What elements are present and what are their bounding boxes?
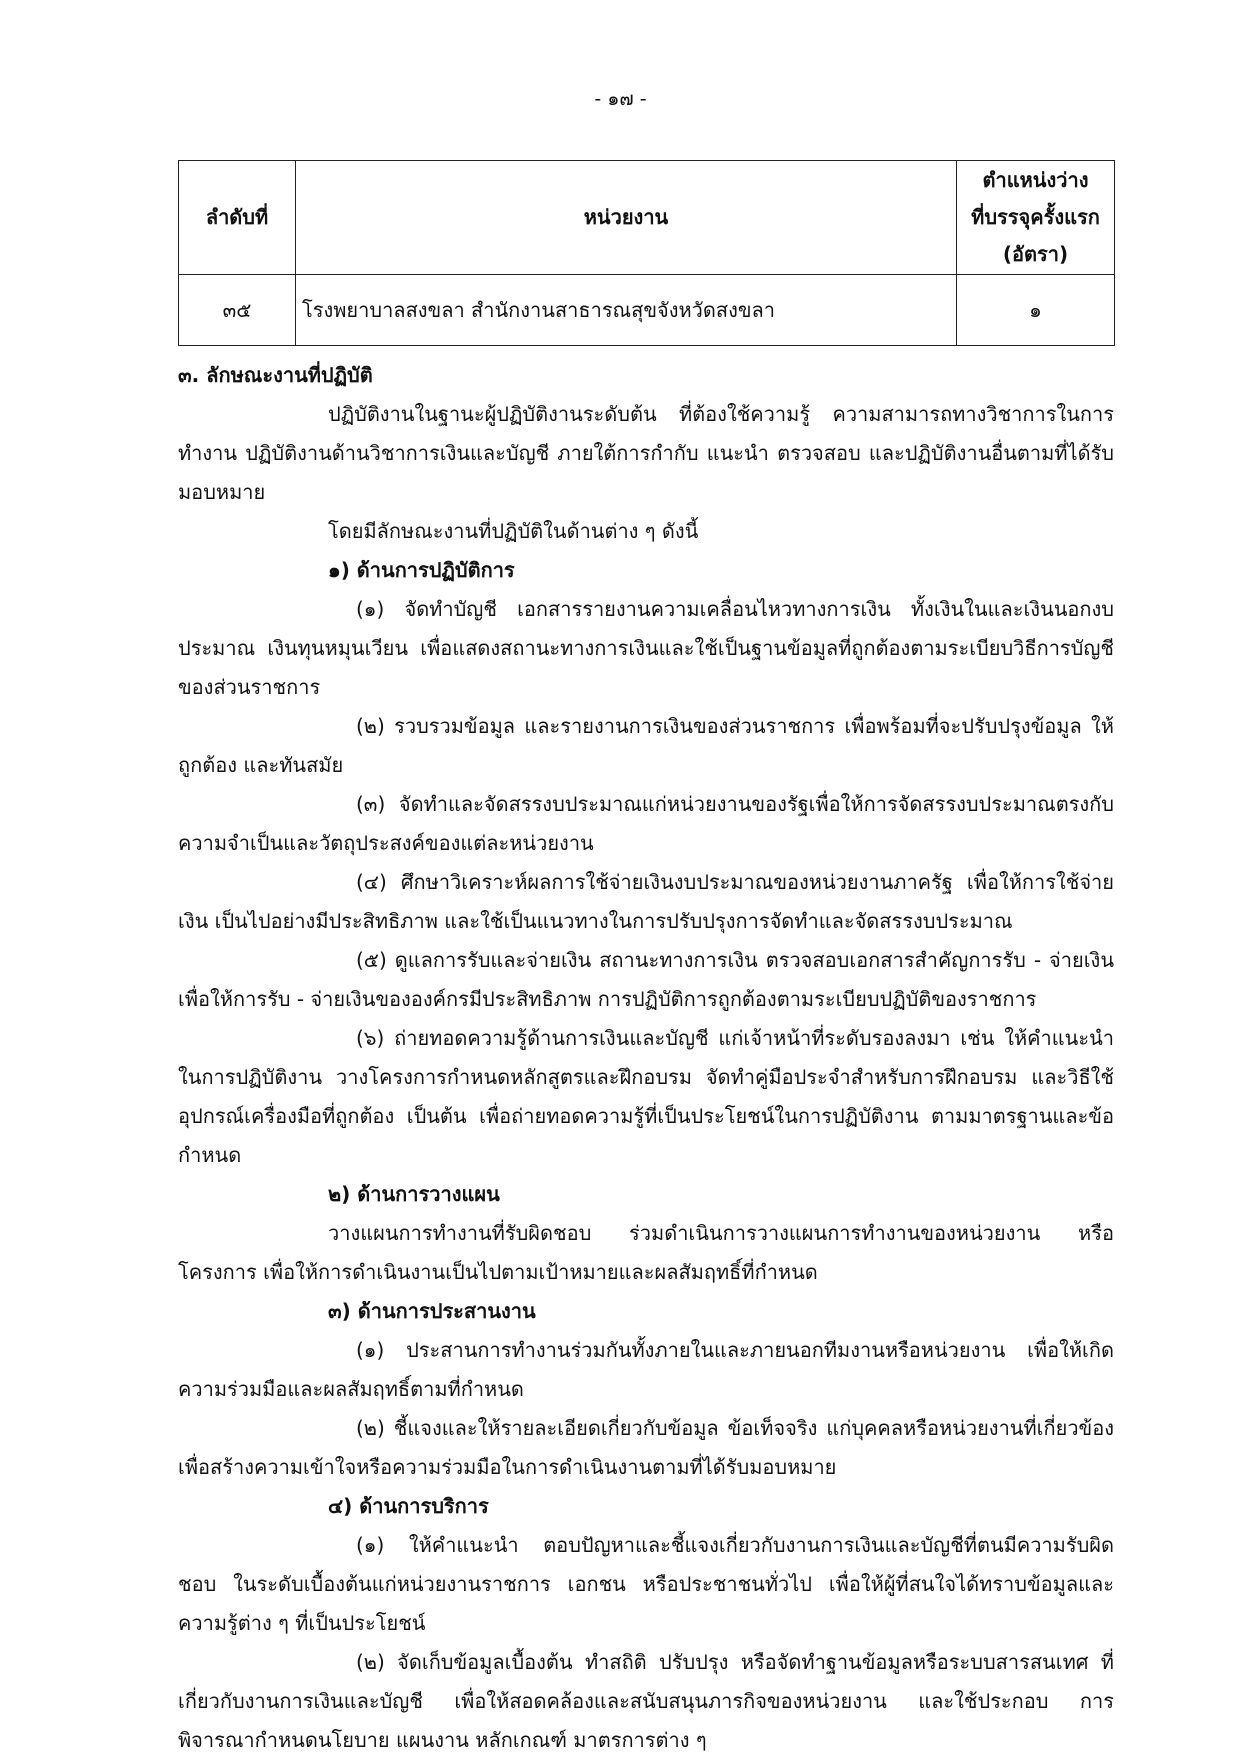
coordination-heading: ๓) ด้านการประสานงาน bbox=[328, 1299, 536, 1323]
operations-item: (๑) จัดทำบัญชี เอกสารรายงานความเคลื่อนไหวทางการเงิน ทั้งเงินในและเงินนอกงบประมาณ เงินทุนหมุนเวียน เพื่อแสดงสถานะทางการเงินและใช้เป็นฐานข้อมูลที่ถูกต้องตามระเบียบวิธีการบัญชีของส่วนราชการ bbox=[178, 597, 1114, 699]
header-agency: หน่วยงาน bbox=[296, 161, 957, 275]
header-vacancy-line1: ตำแหน่งว่าง bbox=[982, 168, 1089, 192]
job-description bbox=[178, 356, 1114, 1760]
header-seq: ลำดับที่ bbox=[179, 161, 296, 275]
operations-item: (๔) ศึกษาวิเคราะห์ผลการใช้จ่ายเงินงบประมาณของหน่วยงานภาครัฐ เพื่อให้การใช้จ่ายเงิน เป็นไปอย่างมีประสิทธิภาพ และใช้เป็นแนวทางในการปรับปรุงการจัดทำและจัดสรรงบประมาณ bbox=[178, 870, 1114, 933]
service-item: (๒) จัดเก็บข้อมูลเบื้องต้น ทำสถิติ ปรับปรุง หรือจัดทำฐานข้อมูลหรือระบบสารสนเทศ ที่เกี่ยวกับงานการเงินและบัญชี เพื่อให้สอดคล้องและสนับสนุนภารกิจของหน่วยงาน และใช้ประกอบ การพิจารณากำหนดนโยบาย แผนงาน หลักเกณฑ์ มาตรการต่าง ๆ bbox=[178, 1650, 1114, 1752]
row-seq: ๓๕ bbox=[179, 275, 296, 346]
operations-item: (๖) ถ่ายทอดความรู้ด้านการเงินและบัญชี แก่เจ้าหน้าที่ระดับรองลงมา เช่น ให้คำแนะนำ ในการปฏิบัติงาน วางโครงการกำหนดหลักสูตรและฝึกอบรม จัดทำคู่มือประจำสำหรับการฝึกอบรม และวิธีใช้อุปกรณ์เครื่องมือที่ถูกต้อง เป็นต้น เพื่อถ่ายทอดความรู้ที่เป็นประโยชน์ในการปฏิบัติงาน ตามมาตรฐานและข้อกำหนด bbox=[178, 1026, 1114, 1167]
operations-item: (๒) รวบรวมข้อมูล และรายงานการเงินของส่วนราชการ เพื่อพร้อมที่จะปรับปรุงข้อมูล ให้ถูกต้อง และทันสมัย bbox=[178, 714, 1114, 777]
header-vacancy-line3: (อัตรา) bbox=[1002, 242, 1069, 266]
service-heading: ๔) ด้านการบริการ bbox=[328, 1494, 489, 1518]
operations-item: (๕) ดูแลการรับและจ่ายเงิน สถานะทางการเงิน ตรวจสอบเอกสารสำคัญการรับ - จ่ายเงิน เพื่อให้การรับ - จ่ายเงินขององค์กรมีประสิทธิภาพ การปฏิบัติการถูกต้องตามระเบียบปฏิบัติของราชการ bbox=[178, 948, 1114, 1011]
operations-item: (๓) จัดทำและจัดสรรงบประมาณแก่หน่วยงานของรัฐเพื่อให้การจัดสรรงบประมาณตรงกับ ความจำเป็นและวัตถุประสงค์ของแต่ละหน่วยงาน bbox=[178, 792, 1114, 855]
table-row bbox=[179, 275, 1115, 346]
planning-heading: ๒) ด้านการวางแผน bbox=[328, 1182, 500, 1206]
header-vacancy-line2: ที่บรรจุครั้งแรก bbox=[971, 205, 1100, 229]
intro-paragraph-2: โดยมีลักษณะงานที่ปฏิบัติในด้านต่าง ๆ ดังนี้ bbox=[328, 519, 699, 543]
header-vacancy bbox=[957, 161, 1115, 275]
row-count: ๑ bbox=[957, 275, 1115, 346]
planning-text: วางแผนการทำงานที่รับผิดชอบ ร่วมดำเนินการวางแผนการทำงานของหน่วยงาน หรือโครงการ เพื่อให้การดำเนินงานเป็นไปตามเป้าหมายและผลสัมฤทธิ์ที่กำหนด bbox=[178, 1221, 1114, 1284]
service-item: (๑) ให้คำแนะนำ ตอบปัญหาและชี้แจงเกี่ยวกับงานการเงินและบัญชีที่ตนมีความรับผิดชอบ ในระดับเบื้องต้นแก่หน่วยงานราชการ เอกชน หรือประชาชนทั่วไป เพื่อให้ผู้ที่สนใจได้ทราบข้อมูลและความรู้ต่าง ๆ ที่เป็นประโยชน์ bbox=[178, 1533, 1114, 1635]
page-number: - ๑๗ - bbox=[594, 88, 647, 110]
intro-paragraph: ปฏิบัติงานในฐานะผู้ปฏิบัติงานระดับต้น ที่ต้องใช้ความรู้ ความสามารถทางวิชาการในการทำงาน ปฏิบัติงานด้านวิชาการเงินและบัญชี ภายใต้การกำกับ แนะนำ ตรวจสอบ และปฏิบัติงานอื่นตามที่ได้รับมอบหมาย bbox=[178, 402, 1114, 504]
coordination-item: (๑) ประสานการทำงานร่วมกันทั้งภายในและภายนอกทีมงานหรือหน่วยงาน เพื่อให้เกิด ความร่วมมือและผลสัมฤทธิ์ตามที่กำหนด bbox=[178, 1338, 1114, 1401]
operations-heading: ๑) ด้านการปฏิบัติการ bbox=[328, 558, 515, 582]
table-header-row bbox=[179, 161, 1115, 275]
row-agency: โรงพยาบาลสงขลา สำนักงานสาธารณสุขจังหวัดสงขลา bbox=[296, 275, 957, 346]
coordination-item: (๒) ชี้แจงและให้รายละเอียดเกี่ยวกับข้อมูล ข้อเท็จจริง แก่บุคคลหรือหน่วยงานที่เกี่ยวข้อง เพื่อสร้างความเข้าใจหรือความร่วมมือในการดำเนินงานตามที่ได้รับมอบหมาย bbox=[178, 1416, 1114, 1479]
section-heading: ๓. ลักษณะงานที่ปฏิบัติ bbox=[178, 363, 373, 387]
vacancy-table bbox=[178, 160, 1115, 346]
